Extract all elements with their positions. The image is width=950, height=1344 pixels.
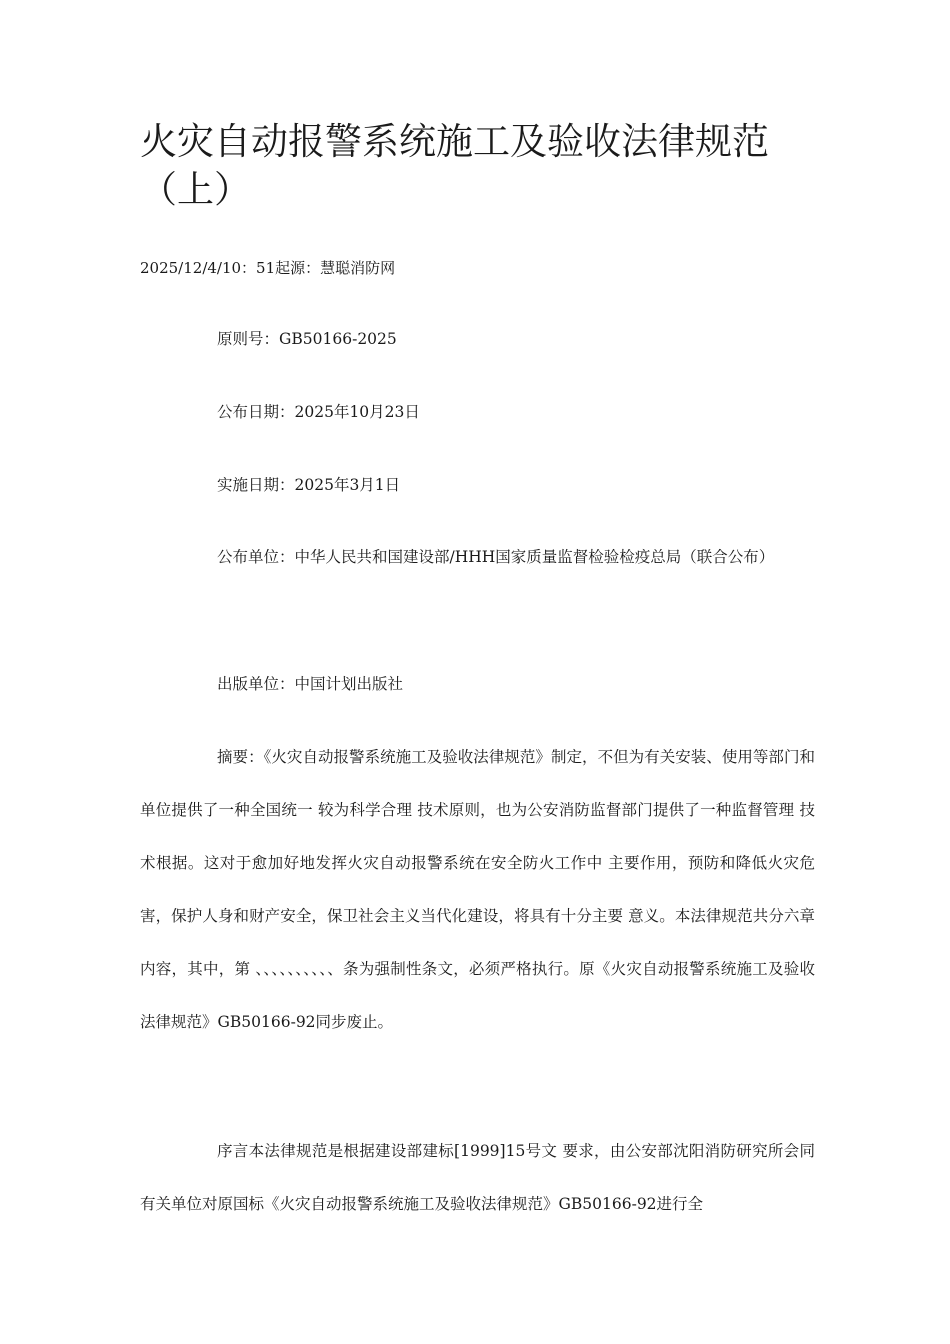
publish-meta: 2025/12/4/10：51起源：慧聪消防网: [140, 259, 396, 277]
publish-date: 公布日期：2025年10月23日: [217, 403, 420, 421]
effective-date: 实施日期：2025年3月1日: [217, 476, 401, 494]
document-title: 火灾自动报警系统施工及验收法律规范（上）: [140, 120, 769, 211]
press: 出版单位：中国计划出版社: [217, 675, 404, 693]
abstract-paragraph: 摘要：《火灾自动报警系统施工及验收法律规范》制定，不但为有关安装、使用等部门和单位提供了一种全国统一 较为科学合理 技术原则，也为公安消防监督部门提供了一种监督管理 技术根据。这对于愈加好地发挥火灾自动报警系统在安全防火工作中 主要作用，预防和降低火灾危害，保护人身和财产安全，保卫社会主义当代化建设，将具有十分主要 意义。本法律规范共分六章内容，其中，第 、、、、、、、、、、条为强制性条文，必须严格执行。原《火灾自动报警系统施工及验收法律规范》GB50166-92同步废止。: [140, 748, 815, 1031]
preface-paragraph: 序言本法律规范是根据建设部建标[1999]15号文 要求，由公安部沈阳消防研究所会同有关单位对原国标《火灾自动报警系统施工及验收法律规范》GB50166-92进行全: [140, 1142, 815, 1213]
publisher: 公布单位：中华人民共和国建设部/HHH国家质量监督检验检疫总局（联合公布）: [217, 548, 775, 566]
standard-number: 原则号：GB50166-2025: [217, 330, 397, 348]
